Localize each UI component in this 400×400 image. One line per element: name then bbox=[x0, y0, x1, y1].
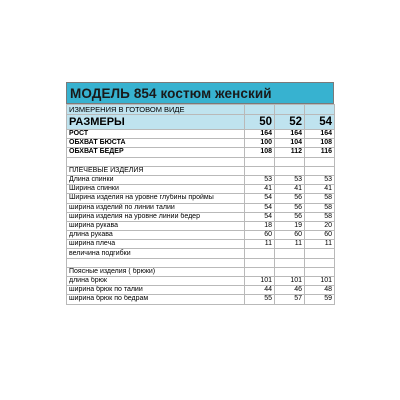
measurement-value: 164 bbox=[275, 130, 305, 139]
measurement-value: 101 bbox=[305, 277, 335, 286]
measurement-value: 48 bbox=[305, 286, 335, 295]
empty-row bbox=[67, 258, 335, 267]
measurement-value: 59 bbox=[305, 295, 335, 304]
row-label: ОБХВАТ БЕДЕР bbox=[67, 148, 245, 157]
measurement-value: 54 bbox=[245, 194, 275, 203]
row-label: ширина плеча bbox=[67, 240, 245, 249]
row-label: ширина рукава bbox=[67, 221, 245, 230]
measurement-value bbox=[245, 249, 275, 258]
size-header-cell: 54 bbox=[305, 115, 335, 130]
measurement-value: 56 bbox=[275, 203, 305, 212]
measurement-value: 11 bbox=[245, 240, 275, 249]
measurement-value: 112 bbox=[275, 148, 305, 157]
measurement-value: 56 bbox=[275, 194, 305, 203]
measurement-value: 108 bbox=[305, 139, 335, 148]
measurement-value: 54 bbox=[245, 212, 275, 221]
measurement-value: 44 bbox=[245, 286, 275, 295]
measurement-value: 56 bbox=[275, 212, 305, 221]
measurement-value: 101 bbox=[275, 277, 305, 286]
measurement-value: 58 bbox=[305, 203, 335, 212]
row-label: величина подгибки bbox=[67, 249, 245, 258]
measurement-value: 55 bbox=[245, 295, 275, 304]
measurement-value: 41 bbox=[305, 185, 335, 194]
measurement-value bbox=[275, 258, 305, 267]
measurement-value: 104 bbox=[275, 139, 305, 148]
measurement-value bbox=[305, 267, 335, 276]
row-label: ПЛЕЧЕВЫЕ ИЗДЕЛИЯ bbox=[67, 166, 245, 175]
table-row bbox=[67, 221, 335, 230]
measurement-value bbox=[245, 166, 275, 175]
empty-row bbox=[67, 157, 335, 166]
table-row bbox=[67, 185, 335, 194]
measurement-value: 116 bbox=[305, 148, 335, 157]
table-row bbox=[67, 277, 335, 286]
row-label: Поясные изделия ( брюки) bbox=[67, 267, 245, 276]
table-row bbox=[67, 203, 335, 212]
measurement-value bbox=[305, 166, 335, 175]
measurement-value bbox=[305, 258, 335, 267]
measurement-value bbox=[275, 157, 305, 166]
row-label: Ширина спинки bbox=[67, 185, 245, 194]
table-row bbox=[67, 139, 335, 148]
row-label: длина брюк bbox=[67, 277, 245, 286]
measurement-value: 53 bbox=[245, 175, 275, 184]
row-label: Длина спинки bbox=[67, 175, 245, 184]
measurement-value: 58 bbox=[305, 194, 335, 203]
measurement-value: 46 bbox=[275, 286, 305, 295]
measurement-value: 11 bbox=[275, 240, 305, 249]
size-table bbox=[66, 104, 335, 305]
measurement-value: 164 bbox=[305, 130, 335, 139]
measurement-value bbox=[305, 157, 335, 166]
row-label: РОСТ bbox=[67, 130, 245, 139]
subtitle-row bbox=[67, 105, 335, 115]
measurement-value: 53 bbox=[305, 175, 335, 184]
row-label: ширина изделий по линии талии bbox=[67, 203, 245, 212]
measurement-value: 60 bbox=[245, 231, 275, 240]
row-label: ширина брюк по талии bbox=[67, 286, 245, 295]
measurement-value: 100 bbox=[245, 139, 275, 148]
measurement-value: 58 bbox=[305, 212, 335, 221]
measurement-value: 53 bbox=[275, 175, 305, 184]
subtitle-empty-cell bbox=[305, 105, 335, 115]
row-label: Ширина изделия на уровне глубины проймы bbox=[67, 194, 245, 203]
table-row bbox=[67, 295, 335, 304]
table-row bbox=[67, 267, 335, 276]
measurement-value bbox=[275, 267, 305, 276]
measurement-value: 11 bbox=[305, 240, 335, 249]
subtitle-cell: ИЗМЕРЕНИЯ В ГОТОВОМ ВИДЕ bbox=[67, 105, 245, 115]
table-row bbox=[67, 175, 335, 184]
measurement-value: 54 bbox=[245, 203, 275, 212]
row-label: ширина брюк по бедрам bbox=[67, 295, 245, 304]
size-header-cell: 50 bbox=[245, 115, 275, 130]
measurement-value: 164 bbox=[245, 130, 275, 139]
measurement-value bbox=[275, 166, 305, 175]
measurement-value bbox=[245, 157, 275, 166]
table-row bbox=[67, 166, 335, 175]
subtitle-empty-cell bbox=[275, 105, 305, 115]
measurement-value: 18 bbox=[245, 221, 275, 230]
sizes-header-label: РАЗМЕРЫ bbox=[67, 115, 245, 130]
table-row bbox=[67, 286, 335, 295]
table-row bbox=[67, 212, 335, 221]
size-chart-sheet bbox=[66, 82, 334, 305]
row-label: ОБХВАТ БЮСТА bbox=[67, 139, 245, 148]
measurement-value bbox=[275, 249, 305, 258]
table-row bbox=[67, 249, 335, 258]
table-row bbox=[67, 148, 335, 157]
subtitle-empty-cell bbox=[245, 105, 275, 115]
measurement-value: 41 bbox=[245, 185, 275, 194]
table-row bbox=[67, 231, 335, 240]
table-row bbox=[67, 130, 335, 139]
measurement-value: 57 bbox=[275, 295, 305, 304]
model-title: МОДЕЛЬ 854 костюм женский bbox=[66, 82, 334, 104]
measurement-value: 60 bbox=[275, 231, 305, 240]
measurement-value: 41 bbox=[275, 185, 305, 194]
measurement-value: 108 bbox=[245, 148, 275, 157]
row-label bbox=[67, 258, 245, 267]
row-label: ширина изделия на уровне линии бедер bbox=[67, 212, 245, 221]
table-row bbox=[67, 240, 335, 249]
measurement-value: 19 bbox=[275, 221, 305, 230]
table-row bbox=[67, 194, 335, 203]
row-label bbox=[67, 157, 245, 166]
measurement-value: 60 bbox=[305, 231, 335, 240]
row-label: длина рукава bbox=[67, 231, 245, 240]
measurement-value bbox=[245, 267, 275, 276]
measurement-value bbox=[305, 249, 335, 258]
size-header-cell: 52 bbox=[275, 115, 305, 130]
measurement-value bbox=[245, 258, 275, 267]
sizes-header-row bbox=[67, 115, 335, 130]
measurement-value: 20 bbox=[305, 221, 335, 230]
measurement-value: 101 bbox=[245, 277, 275, 286]
